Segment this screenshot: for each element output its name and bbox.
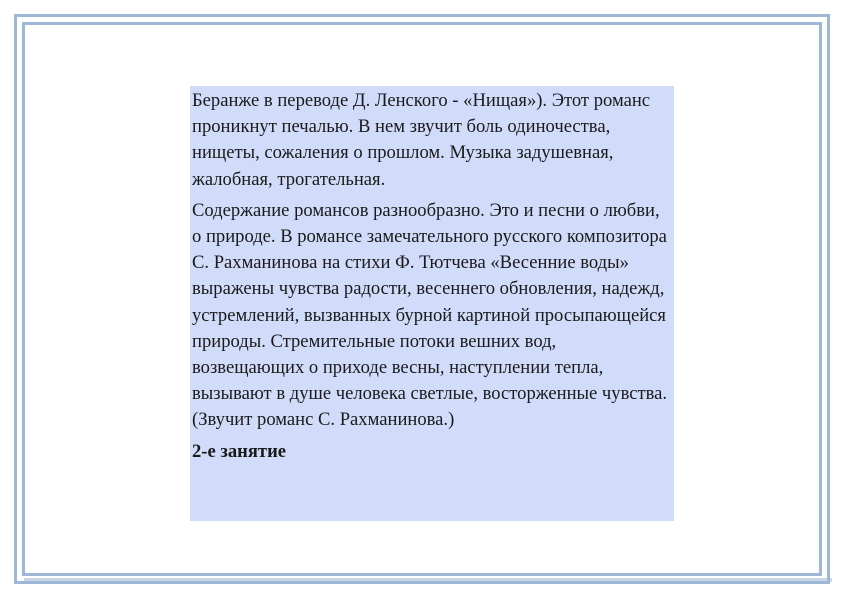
paragraph-romance-content: Содержание романсов разнообразно. Это и песни о любви, о природе. В романсе замечательного русского композитора С. Рахманинова на стихи Ф. Тютчева «Весенние воды» выражены чувства радости, весеннего обновления, надежд, устремлений, вызванных бурной картиной просыпающейся природы. Стремительные потоки вешних вод, возвещающих о приходе весны, наступлении тепла, вызывают в душе человека светлые, восторженные чувства. (Звучит романс С. Рахманинова.) [192, 199, 668, 431]
paragraph-nishchaya: Беранже в переводе Д. Ленского - «Нищая»). Этот романс проникнут печалью. В нем звучит боль одиночества, нищеты, сожаления о прошлом. Музыка задушевная, жалобная, трогательная. [192, 90, 651, 190]
lesson-heading: 2-е занятие [192, 440, 287, 462]
text-box [190, 86, 674, 521]
